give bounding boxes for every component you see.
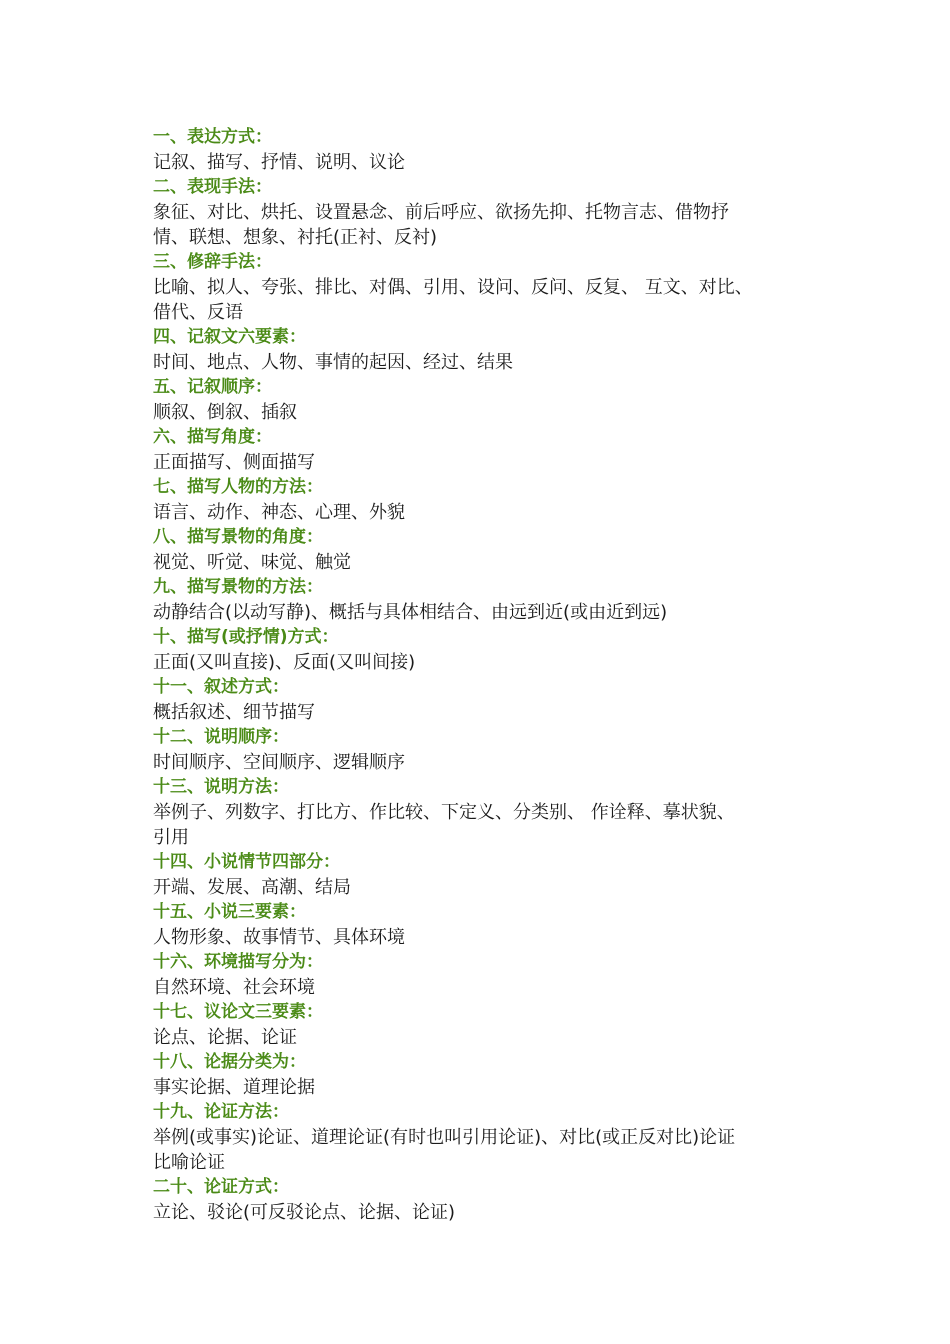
section-05 <box>153 375 818 425</box>
section-heading: 十一、叙述方式： <box>153 677 289 697</box>
section-08 <box>153 525 818 575</box>
section-heading: 七、描写人物的方法： <box>153 477 323 497</box>
section-heading: 十五、小说三要素： <box>153 902 306 922</box>
section-body: 举例(或事实)论证、道理论证(有时也叫引用论证)、对比(或正反对比)论证 比喻论证 <box>153 1127 736 1173</box>
section-body: 开端、发展、高潮、结局 <box>153 877 351 898</box>
section-17 <box>153 1000 818 1050</box>
section-body: 顺叙、倒叙、插叙 <box>153 402 297 423</box>
section-heading: 一、表达方式： <box>153 127 272 147</box>
section-heading: 十七、议论文三要素： <box>153 1002 323 1022</box>
section-body: 自然环境、社会环境 <box>153 977 315 998</box>
section-heading: 十四、小说情节四部分： <box>153 852 340 872</box>
section-body: 视觉、听觉、味觉、触觉 <box>153 552 351 573</box>
section-06 <box>153 425 818 475</box>
section-15 <box>153 900 818 950</box>
section-19 <box>153 1100 818 1175</box>
section-heading: 六、描写角度： <box>153 427 272 447</box>
section-heading: 二十、论证方式： <box>153 1177 289 1197</box>
section-body: 举例子、列数字、打比方、作比较、下定义、分类别、 作诠释、摹状貌、 引用 <box>153 802 735 848</box>
section-02 <box>153 175 818 250</box>
section-heading: 十三、说明方法： <box>153 777 289 797</box>
section-body: 语言、动作、神态、心理、外貌 <box>153 502 405 523</box>
section-heading: 十、描写(或抒情)方式： <box>153 627 339 647</box>
section-12 <box>153 725 818 775</box>
section-heading: 九、描写景物的方法： <box>153 577 323 597</box>
section-16 <box>153 950 818 1000</box>
section-body: 事实论据、道理论据 <box>153 1077 315 1098</box>
section-body: 象征、对比、烘托、设置悬念、前后呼应、欲扬先抑、托物言志、借物抒 情、联想、想象、衬托(正衬、反衬) <box>153 202 729 248</box>
section-heading: 十二、说明顺序： <box>153 727 289 747</box>
section-13 <box>153 775 818 850</box>
section-heading: 八、描写景物的角度： <box>153 527 323 547</box>
section-heading: 十九、论证方法： <box>153 1102 289 1122</box>
section-heading: 五、记叙顺序： <box>153 377 272 397</box>
section-body: 动静结合(以动写静)、概括与具体相结合、由远到近(或由近到远) <box>153 602 668 623</box>
section-14 <box>153 850 818 900</box>
section-01 <box>153 125 818 175</box>
section-body: 比喻、拟人、夸张、排比、对偶、引用、设问、反问、反复、 互文、对比、 借代、反语 <box>153 277 753 323</box>
section-body: 记叙、描写、抒情、说明、议论 <box>153 152 405 173</box>
section-heading: 十八、论据分类为： <box>153 1052 306 1072</box>
section-11 <box>153 675 818 725</box>
section-heading: 四、记叙文六要素： <box>153 327 306 347</box>
section-body: 正面描写、侧面描写 <box>153 452 315 473</box>
section-heading: 二、表现手法： <box>153 177 272 197</box>
section-heading: 十六、环境描写分为： <box>153 952 323 972</box>
section-04 <box>153 325 818 375</box>
section-body: 时间顺序、空间顺序、逻辑顺序 <box>153 752 405 773</box>
section-body: 立论、驳论(可反驳论点、论据、论证) <box>153 1202 456 1223</box>
section-body: 概括叙述、细节描写 <box>153 702 315 723</box>
section-03 <box>153 250 818 325</box>
section-body: 正面(又叫直接)、反面(又叫间接) <box>153 652 416 673</box>
section-07 <box>153 475 818 525</box>
document-page <box>153 125 818 1225</box>
section-10 <box>153 625 818 675</box>
section-body: 时间、地点、人物、事情的起因、经过、结果 <box>153 352 513 373</box>
section-20 <box>153 1175 818 1225</box>
section-heading: 三、修辞手法： <box>153 252 272 272</box>
section-body: 论点、论据、论证 <box>153 1027 297 1048</box>
section-18 <box>153 1050 818 1100</box>
section-09 <box>153 575 818 625</box>
section-body: 人物形象、故事情节、具体环境 <box>153 927 405 948</box>
